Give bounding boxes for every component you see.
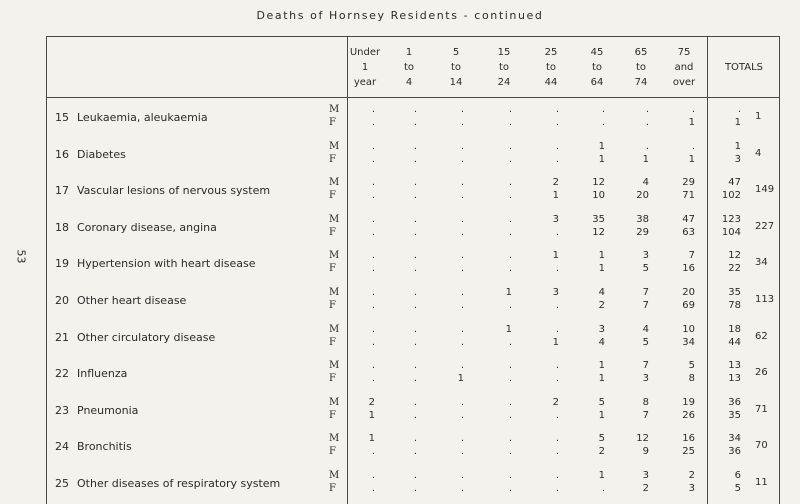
- total-combined: 70: [755, 440, 768, 452]
- cause-number: 21: [55, 330, 69, 344]
- cell-f: .: [508, 190, 512, 202]
- cell-m: .: [555, 470, 559, 481]
- cause-label: Coronary disease, angina: [77, 220, 217, 234]
- total-f: 1: [734, 117, 741, 128]
- sex-label-f: F: [329, 336, 336, 348]
- total-m: 123: [721, 213, 741, 225]
- cell-m: .: [371, 140, 375, 152]
- cell-f: 29: [636, 226, 649, 238]
- cell-f: .: [508, 336, 512, 348]
- total-combined: 62: [755, 330, 768, 342]
- cause-number: 18: [55, 220, 69, 234]
- cell-f: 1: [598, 263, 605, 275]
- cell-f: .: [413, 117, 417, 128]
- cell-f: .: [413, 336, 417, 348]
- header-age-col: Under 1 year: [349, 47, 381, 88]
- cell-f: .: [508, 300, 512, 311]
- sex-label-m: M: [329, 250, 340, 262]
- cell-m: .: [371, 287, 375, 298]
- cell-m: .: [371, 104, 375, 115]
- sex-label-f: F: [329, 190, 336, 202]
- cell-m: 1: [505, 287, 512, 298]
- cell-f: .: [460, 190, 464, 202]
- cell-m: 12: [592, 177, 605, 189]
- cell-m: .: [460, 250, 464, 262]
- cell-f: .: [555, 483, 559, 494]
- cause-number: 17: [55, 184, 69, 198]
- cell-f: 7: [642, 300, 649, 311]
- cause-label: Other diseases of respiratory system: [77, 477, 281, 490]
- cell-f: 3: [642, 373, 649, 385]
- cell-m: .: [371, 177, 375, 189]
- cell-f: .: [460, 117, 464, 128]
- cell-m: 7: [642, 360, 649, 372]
- cell-f: .: [645, 117, 649, 128]
- total-combined: 11: [755, 477, 768, 488]
- cell-f: .: [460, 446, 464, 458]
- cell-m: 2: [368, 396, 375, 408]
- total-m: .: [737, 104, 741, 115]
- cell-f: 1: [688, 117, 695, 128]
- cell-m: 35: [592, 213, 605, 225]
- cell-m: .: [371, 360, 375, 372]
- cell-m: 2: [552, 177, 559, 189]
- cell-f: .: [460, 226, 464, 238]
- total-f: 5: [734, 483, 741, 494]
- sex-label-m: M: [329, 323, 340, 335]
- cell-f: .: [371, 483, 375, 494]
- cell-m: .: [460, 360, 464, 372]
- cause-label: Bronchitis: [77, 440, 132, 454]
- sex-label-m: M: [329, 213, 340, 225]
- cell-m: 1: [505, 323, 512, 335]
- header-age-col: 65 to 74: [634, 47, 648, 88]
- sex-label-m: M: [329, 177, 340, 189]
- cell-f: 63: [682, 226, 695, 238]
- cell-f: 2: [598, 300, 605, 311]
- cell-f: .: [413, 409, 417, 421]
- cell-m: .: [508, 104, 512, 115]
- cell-f: 1: [368, 409, 375, 421]
- cell-f: .: [460, 300, 464, 311]
- cell-f: .: [508, 446, 512, 458]
- sex-label-f: F: [329, 409, 336, 421]
- cell-m: 3: [642, 470, 649, 481]
- header-totals: TOTALS: [724, 62, 764, 73]
- cause-number: 23: [55, 403, 69, 417]
- cell-f: .: [601, 117, 605, 128]
- cell-f: .: [371, 300, 375, 311]
- cell-f: .: [508, 483, 512, 494]
- cause-label: Other circulatory disease: [77, 330, 216, 344]
- cell-f: 20: [636, 190, 649, 202]
- cell-f: .: [460, 483, 464, 494]
- total-m: 6: [734, 470, 741, 481]
- cell-f: 1: [552, 336, 559, 348]
- cell-f: .: [508, 373, 512, 385]
- sex-label-m: M: [329, 433, 340, 445]
- sex-label-m: M: [329, 396, 340, 408]
- cell-m: 1: [598, 250, 605, 262]
- cell-f: .: [371, 263, 375, 275]
- cause-number: 25: [55, 477, 69, 490]
- cell-f: .: [460, 336, 464, 348]
- cell-m: .: [460, 470, 464, 481]
- cell-m: 2: [552, 396, 559, 408]
- cell-f: .: [371, 226, 375, 238]
- cell-m: 8: [642, 396, 649, 408]
- cell-m: .: [508, 433, 512, 445]
- mortality-table: [46, 36, 780, 504]
- sex-label-f: F: [329, 263, 336, 275]
- sex-label-f: F: [329, 373, 336, 385]
- total-f: 13: [728, 373, 741, 385]
- cause-number: 22: [55, 367, 69, 381]
- cell-m: .: [645, 104, 649, 115]
- total-f: 78: [728, 300, 741, 311]
- total-f: 44: [728, 336, 741, 348]
- cell-f: .: [555, 117, 559, 128]
- cell-m: .: [555, 140, 559, 152]
- cell-m: .: [508, 250, 512, 262]
- cell-f: 1: [598, 153, 605, 165]
- cell-f: 1: [688, 153, 695, 165]
- cause-label: Diabetes: [77, 147, 126, 161]
- cell-m: 1: [552, 250, 559, 262]
- cell-m: .: [508, 213, 512, 225]
- cell-m: 47: [682, 213, 695, 225]
- cell-f: 5: [642, 263, 649, 275]
- cause-number: 19: [55, 257, 69, 271]
- cell-m: .: [555, 323, 559, 335]
- cell-f: .: [371, 373, 375, 385]
- cell-m: .: [413, 213, 417, 225]
- cell-m: .: [371, 250, 375, 262]
- total-m: 13: [728, 360, 741, 372]
- page-number: 53: [14, 249, 28, 264]
- total-combined: 227: [755, 220, 775, 232]
- cell-f: .: [508, 226, 512, 238]
- cell-m: 7: [642, 287, 649, 298]
- cell-m: 4: [642, 323, 649, 335]
- header-age-col: 5 to 14: [449, 47, 463, 88]
- cell-f: 1: [552, 190, 559, 202]
- cell-m: 1: [368, 433, 375, 445]
- cell-f: 25: [682, 446, 695, 458]
- cell-f: 2: [642, 483, 649, 494]
- cell-m: 3: [552, 213, 559, 225]
- cell-f: .: [371, 336, 375, 348]
- page-title: Deaths of Hornsey Residents - continued: [256, 9, 544, 22]
- cell-m: 3: [552, 287, 559, 298]
- header-age-col: 25 to 44: [544, 47, 558, 88]
- cell-f: .: [460, 153, 464, 165]
- cause-number: 16: [55, 147, 69, 161]
- cell-m: .: [371, 323, 375, 335]
- cell-f: .: [555, 446, 559, 458]
- cell-f: .: [413, 153, 417, 165]
- cell-m: .: [460, 323, 464, 335]
- cause-label: Influenza: [77, 367, 128, 381]
- sex-label-f: F: [329, 153, 336, 165]
- sex-label-m: M: [329, 104, 340, 115]
- cell-f: 5: [642, 336, 649, 348]
- cell-m: .: [413, 140, 417, 152]
- total-f: 22: [728, 263, 741, 275]
- cell-f: 8: [688, 373, 695, 385]
- total-combined: 4: [755, 147, 762, 159]
- cell-f: 3: [688, 483, 695, 494]
- sex-label-f: F: [329, 300, 336, 311]
- cell-m: .: [460, 177, 464, 189]
- cell-m: .: [555, 360, 559, 372]
- cause-number: 24: [55, 440, 69, 454]
- cell-m: .: [508, 396, 512, 408]
- cell-f: .: [413, 483, 417, 494]
- cell-f: 71: [682, 190, 695, 202]
- cell-f: 1: [642, 153, 649, 165]
- cell-f: .: [555, 409, 559, 421]
- cell-m: .: [460, 140, 464, 152]
- cell-f: .: [371, 153, 375, 165]
- cell-f: .: [460, 409, 464, 421]
- cell-m: .: [460, 104, 464, 115]
- total-m: 34: [728, 433, 741, 445]
- cell-m: 20: [682, 287, 695, 298]
- total-f: 36: [728, 446, 741, 458]
- cell-m: 1: [598, 470, 605, 481]
- cell-f: 34: [682, 336, 695, 348]
- total-m: 36: [728, 396, 741, 408]
- cell-m: .: [555, 104, 559, 115]
- cause-label: Leukaemia, aleukaemia: [77, 111, 208, 124]
- cell-m: 19: [682, 396, 695, 408]
- cell-f: 26: [682, 409, 695, 421]
- cell-f: .: [555, 263, 559, 275]
- cell-m: .: [601, 104, 605, 115]
- cause-label: Hypertension with heart disease: [77, 257, 256, 271]
- cell-m: .: [460, 287, 464, 298]
- cell-f: .: [508, 409, 512, 421]
- cell-f: 12: [592, 226, 605, 238]
- cell-f: 2: [598, 446, 605, 458]
- cell-m: 4: [598, 287, 605, 298]
- cause-label: Vascular lesions of nervous system: [77, 184, 271, 198]
- cell-m: 7: [688, 250, 695, 262]
- cause-number: 20: [55, 294, 69, 307]
- cell-f: 16: [682, 263, 695, 275]
- sex-label-m: M: [329, 470, 340, 481]
- cell-m: .: [413, 104, 417, 115]
- cell-m: 2: [688, 470, 695, 481]
- cell-f: .: [555, 226, 559, 238]
- header-age-col: 1 to 4: [403, 47, 415, 88]
- total-m: 18: [728, 323, 741, 335]
- total-m: 47: [728, 177, 741, 189]
- cell-m: .: [555, 433, 559, 445]
- header-divider: [47, 97, 779, 98]
- cell-m: 12: [636, 433, 649, 445]
- cell-m: .: [413, 177, 417, 189]
- cause-number: 15: [55, 111, 69, 124]
- total-m: 12: [728, 250, 741, 262]
- cell-m: 5: [598, 396, 605, 408]
- cell-f: .: [413, 373, 417, 385]
- sex-label-m: M: [329, 287, 340, 298]
- cell-f: 4: [598, 336, 605, 348]
- cell-m: 1: [598, 360, 605, 372]
- total-combined: 1: [755, 111, 762, 122]
- header-age-col: 75 and over: [672, 47, 696, 88]
- cell-m: .: [460, 213, 464, 225]
- cell-f: .: [371, 446, 375, 458]
- cell-m: .: [508, 470, 512, 481]
- total-combined: 71: [755, 403, 768, 415]
- cell-f: 1: [598, 409, 605, 421]
- cell-m: .: [508, 360, 512, 372]
- cell-f: 9: [642, 446, 649, 458]
- cell-f: .: [460, 263, 464, 275]
- cell-m: 38: [636, 213, 649, 225]
- cell-f: .: [601, 483, 605, 494]
- total-combined: 26: [755, 367, 768, 379]
- total-f: 3: [734, 153, 741, 165]
- sex-label-m: M: [329, 360, 340, 372]
- cell-m: .: [460, 396, 464, 408]
- cell-f: .: [508, 153, 512, 165]
- cell-f: .: [555, 373, 559, 385]
- total-combined: 113: [755, 294, 775, 305]
- cell-f: 1: [598, 373, 605, 385]
- sex-label-f: F: [329, 226, 336, 238]
- cell-f: .: [371, 117, 375, 128]
- cell-f: .: [508, 263, 512, 275]
- total-m: 35: [728, 287, 741, 298]
- cell-m: 1: [598, 140, 605, 152]
- cell-m: .: [371, 213, 375, 225]
- total-m: 1: [734, 140, 741, 152]
- cell-m: 29: [682, 177, 695, 189]
- cell-f: 1: [457, 373, 464, 385]
- cell-f: .: [413, 263, 417, 275]
- cell-m: .: [413, 396, 417, 408]
- sex-label-f: F: [329, 483, 336, 494]
- cell-m: 4: [642, 177, 649, 189]
- cell-f: 7: [642, 409, 649, 421]
- cell-m: .: [645, 140, 649, 152]
- cause-label: Pneumonia: [77, 403, 139, 417]
- cell-m: .: [413, 433, 417, 445]
- cell-m: 16: [682, 433, 695, 445]
- cell-f: .: [413, 226, 417, 238]
- cell-f: .: [413, 446, 417, 458]
- cell-m: 10: [682, 323, 695, 335]
- cell-m: .: [371, 470, 375, 481]
- total-f: 104: [721, 226, 741, 238]
- header-age-col: 15 to 24: [497, 47, 511, 88]
- cell-f: .: [413, 300, 417, 311]
- cell-f: 10: [592, 190, 605, 202]
- total-combined: 149: [755, 184, 775, 196]
- total-f: 35: [728, 409, 741, 421]
- total-combined: 34: [755, 257, 768, 269]
- sex-label-f: F: [329, 117, 336, 128]
- cell-m: .: [413, 470, 417, 481]
- cause-label: Other heart disease: [77, 294, 187, 307]
- cell-m: .: [413, 323, 417, 335]
- cell-m: 3: [598, 323, 605, 335]
- cell-m: .: [460, 433, 464, 445]
- column-divider-totals: [707, 37, 708, 504]
- cell-f: .: [555, 300, 559, 311]
- cell-m: .: [508, 140, 512, 152]
- cell-m: 5: [598, 433, 605, 445]
- sex-label-m: M: [329, 140, 340, 152]
- cell-m: .: [413, 360, 417, 372]
- cell-f: .: [413, 190, 417, 202]
- total-f: 102: [721, 190, 741, 202]
- cell-m: 3: [642, 250, 649, 262]
- cell-m: .: [691, 140, 695, 152]
- cell-m: .: [413, 287, 417, 298]
- cell-f: .: [508, 117, 512, 128]
- header-age-col: 45 to 64: [590, 47, 604, 88]
- cell-f: 69: [682, 300, 695, 311]
- cell-m: .: [691, 104, 695, 115]
- cell-f: .: [555, 153, 559, 165]
- cell-f: .: [371, 190, 375, 202]
- cell-m: .: [508, 177, 512, 189]
- cell-m: .: [413, 250, 417, 262]
- cell-m: 5: [688, 360, 695, 372]
- sex-label-f: F: [329, 446, 336, 458]
